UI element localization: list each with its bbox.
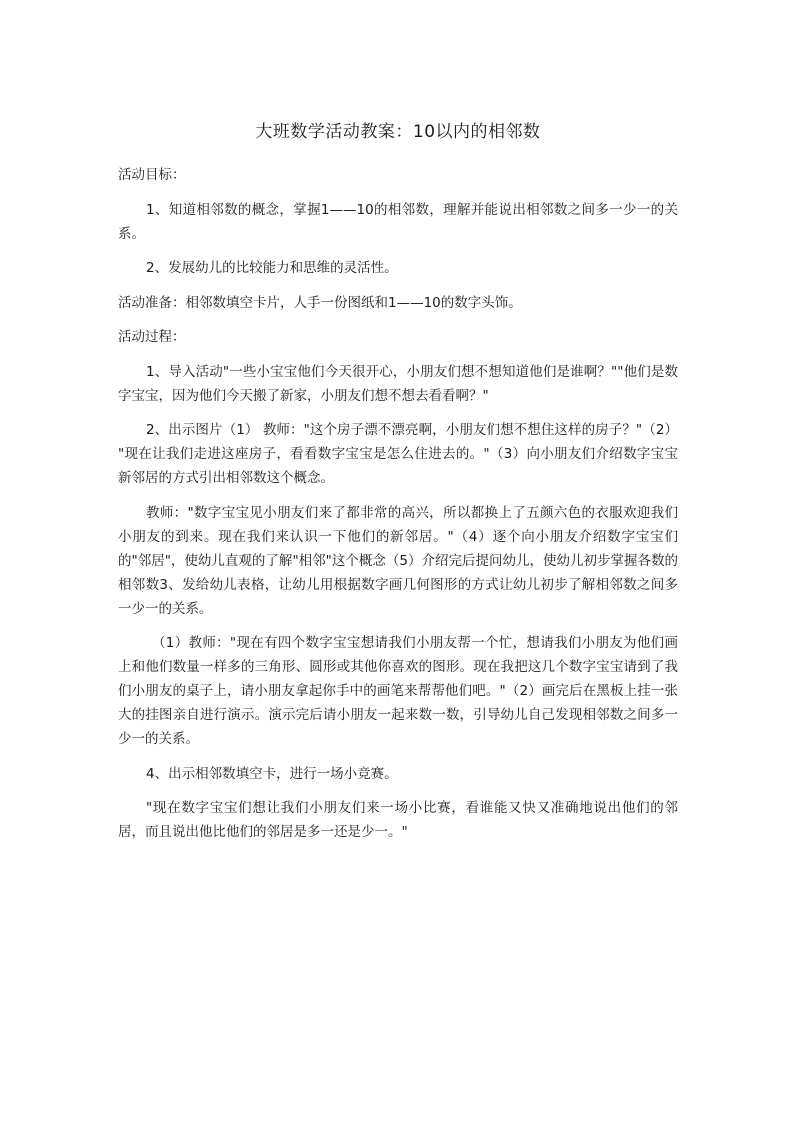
document-title: 大班数学活动教案：10以内的相邻数 [255,122,541,142]
paragraph-process-1: 1、导入活动"一些小宝宝他们今天很开心，小朋友们想不想知道他们是谁啊？""他们是数字宝宝，因为他们今天搬了新家，小朋友们想不想去看看啊？" [118,363,678,404]
paragraph-teacher-1: 教师："数字宝宝见小朋友们来了都非常的高兴，所以都换上了五颜六色的衣服欢迎我们小朋友的到来。现在我们来认识一下他们的新邻居。"（4）逐个向小朋友介绍数字宝宝们的"邻居"，使幼儿直观的了解"相邻"这个概念（5）介绍完后提问幼儿，使幼儿初步掌握各数的相邻数3、发给幼儿表格，让幼儿用根据数字画几何图形的方式让幼儿初步了解相邻数之间多一少一的关系。 [118,504,678,617]
document-body [118,163,678,855]
paragraph-preparation: 活动准备：相邻数填空卡片，人手一份图纸和1——10的数字头饰。 [118,294,522,311]
paragraph-teacher-2: （1）教师："现在有四个数字宝宝想请我们小朋友帮一个忙，想请我们小朋友为他们画上和他们数量一样多的三角形、圆形或其他你喜欢的图形。现在我把这几个数字宝宝请到了我们小朋友的桌子上，请小朋友拿起你手中的画笔来帮帮他们吧。"（2）画完后在黑板上挂一张大的挂图亲自进行演示。演示完后请小朋友一起来数一数，引导幼儿自己发现相邻数之间多一少一的关系。 [118,635,678,747]
paragraph-process-4: 4、出示相邻数填空卡，进行一场小竞赛。 [146,765,398,782]
paragraph-process-2: 2、出示图片（1） 教师："这个房子漂不漂亮啊，小朋友们想不想住这样的房子？"（2） "现在让我们走进这座房子，看看数字宝宝是怎么住进去的。"（3）向小朋友们介绍数字宝宝新邻居的方式引出相邻数这个概念。 [118,422,678,486]
paragraph-competition: "现在数字宝宝们想让我们小朋友们来一场小比赛，看谁能又快又准确地说出他们的邻居，而且说出他比他们的邻居是多一还是少一。" [118,800,678,840]
section-heading-process: 活动过程： [118,329,186,345]
paragraph-goal-2: 2、发展幼儿的比较能力和思维的灵活性。 [146,260,398,276]
paragraph-goal-1: 1、知道相邻数的概念，掌握1——10的相邻数，理解并能说出相邻数之间多一少一的关系。 [118,201,678,242]
section-heading-goals: 活动目标： [118,167,186,183]
